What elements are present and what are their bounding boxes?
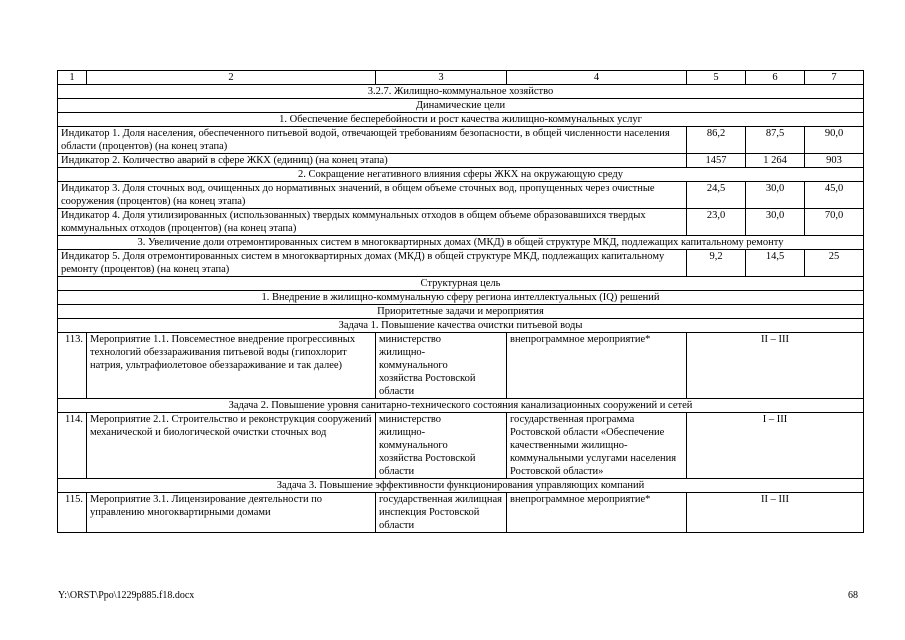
header-cell: 6 [746,71,805,85]
indicator-value: 903 [805,154,864,168]
indicator-value: 30,0 [746,209,805,236]
indicator-text: Индикатор 4. Доля утилизированных (использованных) твердых коммунальных отходов в общем объеме образовавшихся твердых коммунальных отходов (процентов) (на конец этапа) [58,209,687,236]
indicator-value: 45,0 [805,182,864,209]
task-title: Задача 3. Повышение эффективности функционирования управляющих компаний [58,479,864,493]
indicator-value: 1 264 [746,154,805,168]
goal-title: 1. Внедрение в жилищно-коммунальную сферу региона интеллектуальных (IQ) решений [58,291,864,305]
executor-text: министерство жилищно-коммунального хозяйства Ростовской области [376,413,507,479]
task-title: Задача 2. Повышение уровня санитарно-технического состояния канализационных сооружений и сетей [58,399,864,413]
row-number: 114. [58,413,87,479]
activity-text: Мероприятие 1.1. Повсеместное внедрение прогрессивных технологий обеззараживания питьевой воды (гипохлорит натрия, ультрафиолетовое обеззараживание и так далее) [87,333,376,399]
indicator-value: 14,5 [746,250,805,277]
priority-title: Приоритетные задачи и мероприятия [58,305,864,319]
stage-text: II – III [687,493,864,533]
activity-row [58,413,864,479]
source-text: внепрограммное мероприятие* [507,333,687,399]
indicator-text: Индикатор 3. Доля сточных вод, очищенных до нормативных значений, в общем объеме сточных вод, пропущенных через очистные сооружения (процентов) (на конец этапа) [58,182,687,209]
header-cell: 7 [805,71,864,85]
activity-text: Мероприятие 3.1. Лицензирование деятельности по управлению многоквартирными домами [87,493,376,533]
dynamic-goals-title: Динамические цели [58,99,864,113]
indicator-value: 90,0 [805,127,864,154]
activity-row [58,333,864,399]
structural-goal-title: Структурная цель [58,277,864,291]
source-text: внепрограммное мероприятие* [507,493,687,533]
goal-title: 2. Сокращение негативного влияния сферы ЖКХ на окружающую среду [58,168,864,182]
indicator-value: 30,0 [746,182,805,209]
indicator-text: Индикатор 5. Доля отремонтированных систем в многоквартирных домах (МКД) в общей структуре МКД, подлежащих капитальному ремонту (процентов) (на конец этапа) [58,250,687,277]
indicator-value: 9,2 [687,250,746,277]
section-title: 3.2.7. Жилищно-коммунальное хозяйство [58,85,864,99]
indicator-row [58,182,864,209]
indicator-row [58,209,864,236]
task-title: Задача 1. Повышение качества очистки питьевой воды [58,319,864,333]
source-text: государственная программа Ростовской области «Обеспечение качественными жилищно-коммунальными услугами населения Ростовской области» [507,413,687,479]
header-cell: 2 [87,71,376,85]
page-number: 68 [848,590,858,601]
indicator-value: 70,0 [805,209,864,236]
indicator-value: 25 [805,250,864,277]
header-cell: 4 [507,71,687,85]
row-number: 115. [58,493,87,533]
indicator-row [58,250,864,277]
stage-text: II – III [687,333,864,399]
indicator-value: 23,0 [687,209,746,236]
indicator-value: 24,5 [687,182,746,209]
goal-title: 3. Увеличение доли отремонтированных систем в многоквартирных домах (МКД) в общей структуре МКД, подлежащих капитальному ремонту [58,236,864,250]
indicator-value: 87,5 [746,127,805,154]
file-path-footer: Y:\ORST\Ppo\1229p885.f18.docx [58,590,195,601]
header-cell: 1 [58,71,87,85]
goal-title: 1. Обеспечение бесперебойности и рост качества жилищно-коммунальных услуг [58,113,864,127]
strategy-table [57,70,864,533]
indicator-row [58,127,864,154]
activity-text: Мероприятие 2.1. Строительство и реконструкция сооружений механической и биологической очистки сточных вод [87,413,376,479]
executor-text: министерство жилищно-коммунального хозяйства Ростовской области [376,333,507,399]
indicator-value: 1457 [687,154,746,168]
activity-row [58,493,864,533]
indicator-value: 86,2 [687,127,746,154]
indicator-text: Индикатор 2. Количество аварий в сфере ЖКХ (единиц) (на конец этапа) [58,154,687,168]
stage-text: I – III [687,413,864,479]
header-row [58,71,864,85]
header-cell: 5 [687,71,746,85]
indicator-row [58,154,864,168]
executor-text: государственная жилищная инспекция Ростовской области [376,493,507,533]
indicator-text: Индикатор 1. Доля населения, обеспеченного питьевой водой, отвечающей требованиям безопасности, в общей численности населения области (процентов) (на конец этапа) [58,127,687,154]
row-number: 113. [58,333,87,399]
header-cell: 3 [376,71,507,85]
